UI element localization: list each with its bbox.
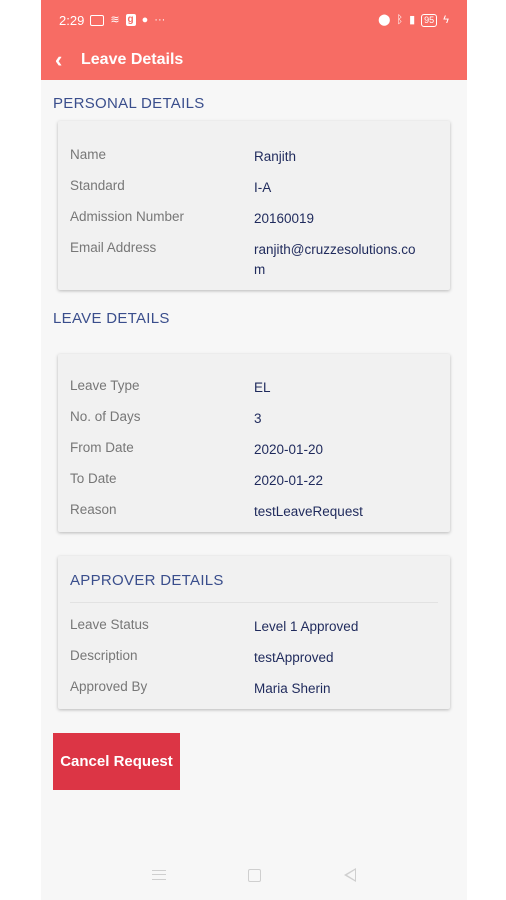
detail-label: From Date [70,440,134,455]
detail-label: Description [70,648,138,663]
detail-label: Name [70,147,107,162]
back-triangle-icon[interactable] [344,868,356,882]
bluetooth-icon: ᛒ [396,13,404,26]
detail-value: 2020-01-20 [254,442,324,457]
detail-value: Maria Sherin [254,681,331,696]
detail-value: Ranjith [254,149,297,164]
detail-value: EL [254,380,271,395]
battery-icon: 95 [421,14,437,27]
detail-label: No. of Days [70,409,141,424]
status-time: 2:29 [59,12,85,28]
page-title: Leave Details [81,51,184,68]
title-bar [41,40,467,80]
leave-details-heading: LEAVE DETAILS [53,310,170,327]
detail-value: I-A [254,180,272,195]
app-screen [41,0,467,900]
detail-label: Admission Number [70,209,185,224]
more-notifications-icon: ··· [154,13,166,26]
signal-icon: ▮ [409,13,416,26]
detail-value: 2020-01-22 [254,473,324,488]
detail-label: Reason [70,502,117,517]
detail-value: 20160019 [254,211,315,226]
detail-label: Approved By [70,679,148,694]
detail-label: Leave Type [70,378,140,393]
leave-details-card [58,354,450,532]
menu-icon[interactable] [152,870,166,880]
detail-value: 3 [254,411,262,426]
app-bar [41,0,467,80]
detail-value: Level 1 Approved [254,619,359,634]
detail-value: ranjith@cruzzesolutions.com [254,242,416,277]
detail-label: Leave Status [70,617,149,632]
detail-label: To Date [70,471,117,486]
wifi-icon: ≋ [110,13,120,26]
home-icon[interactable] [248,869,261,882]
personal-details-card [58,121,450,290]
approver-details-heading: APPROVER DETAILS [70,572,224,589]
personal-details-heading: PERSONAL DETAILS [53,95,205,112]
approver-details-card [58,556,450,709]
system-nav-bar [41,850,467,900]
detail-label: Standard [70,178,125,193]
youtube-notification-icon [90,15,104,26]
location-icon: ⬤ [378,13,391,26]
divider [70,602,438,603]
cancel-request-button[interactable]: Cancel Request [53,733,180,790]
detail-label: Email Address [70,240,157,255]
chevron-left-icon[interactable]: ‹ [55,47,63,72]
message-icon: ● [141,13,149,26]
detail-value: testApproved [254,650,334,665]
detail-value: testLeaveRequest [254,504,363,519]
charging-icon: ϟ [443,13,449,26]
app-notification-icon: g [127,14,134,25]
status-bar [41,0,467,40]
